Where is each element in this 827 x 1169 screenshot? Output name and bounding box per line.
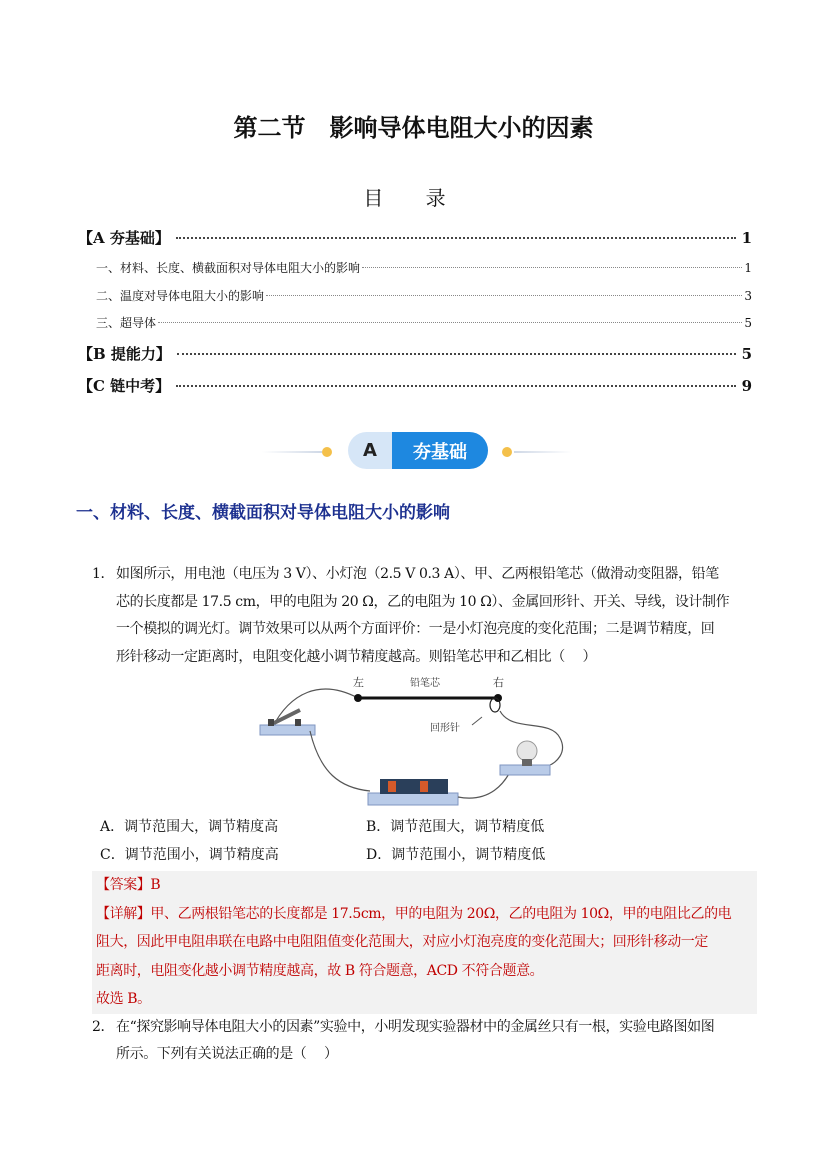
question-line: 如图所示，用电池（电压为 3 V）、小灯泡（2.5 V 0.3 A）、甲、乙两根铅笔芯（做滑动变阻器，铅笔 xyxy=(116,566,719,582)
question-number: 2． xyxy=(92,1018,115,1035)
answer-box xyxy=(92,871,757,1014)
wire xyxy=(310,731,370,791)
banner-line-left xyxy=(262,451,322,453)
circuit-figure xyxy=(250,673,570,813)
battery-base xyxy=(368,793,458,805)
toc-page: 5 xyxy=(741,345,752,363)
label-clip: 回形针 xyxy=(430,723,460,734)
switch-terminal xyxy=(268,719,274,726)
light-bulb-icon xyxy=(517,741,537,761)
option-c[interactable]: C．调节范围小，调节精度高 xyxy=(100,847,279,863)
toc-heading: 目 录 xyxy=(363,186,464,210)
toc-page: 5 xyxy=(744,316,752,330)
toc-entry[interactable] xyxy=(96,314,752,331)
section-heading: 一、材料、长度、横截面积对导体电阻大小的影响 xyxy=(76,503,450,523)
question-1 xyxy=(92,561,757,671)
label-pencil: 铅笔芯 xyxy=(410,678,440,689)
toc-entry[interactable] xyxy=(96,287,752,304)
options-grid xyxy=(92,813,757,869)
switch-terminal xyxy=(295,719,301,726)
toc-leader xyxy=(158,322,742,323)
question-line: 所示。下列有关说法正确的是（ ） xyxy=(116,1046,338,1062)
content-flow xyxy=(92,561,757,1069)
banner-dot-left xyxy=(322,447,332,457)
toc-page: 3 xyxy=(744,289,752,303)
section-banner xyxy=(262,430,572,470)
toc-entry[interactable] xyxy=(96,259,752,276)
toc-label: 【C 链中考】 xyxy=(78,377,171,395)
detail-line: 阻大，因此甲电阻串联在电路中电阻阻值变化范围大，对应小灯泡亮度的变化范围大；回形针移动一定 xyxy=(96,934,708,950)
toc-page: 1 xyxy=(744,261,752,275)
question-2 xyxy=(92,1014,757,1069)
toc-leader xyxy=(362,267,742,268)
toc-entry[interactable] xyxy=(78,227,752,248)
terminal-left xyxy=(354,694,362,702)
battery-cell xyxy=(388,781,396,792)
battery-cell xyxy=(420,781,428,792)
detail-line: 距离时，电阻变化越小调节精度越高，故 B 符合题意，ACD 不符合题意。 xyxy=(96,962,544,979)
toc-page: 1 xyxy=(741,229,752,247)
switch-base xyxy=(260,725,315,735)
answer-line: 【答案】B xyxy=(96,877,161,893)
toc-entry[interactable] xyxy=(78,343,752,364)
detail-line: 【详解】甲、乙两根铅笔芯的长度都是 17.5cm，甲的电阻为 20Ω，乙的电阻为 10Ω，甲的电阻比乙的电 xyxy=(96,905,732,922)
toc-label: 一、材料、长度、横截面积对导体电阻大小的影响 xyxy=(96,261,361,275)
option-a[interactable]: A．调节范围大，调节精度高 xyxy=(100,819,279,835)
toc-leader xyxy=(176,385,735,387)
page-title: 第二节 影响导体电阻大小的因素 xyxy=(233,114,594,142)
question-line: 一个模拟的调光灯。调节效果可以从两个方面评价：一是小灯泡亮度的变化范围；二是调节精度，回 xyxy=(116,621,715,637)
banner-label: 夯基础 xyxy=(392,432,488,469)
toc-label: 三、超导体 xyxy=(96,316,157,330)
toc-label: 【B 提能力】 xyxy=(78,345,171,363)
option-b[interactable]: B．调节范围大，调节精度低 xyxy=(366,819,545,835)
toc-leader xyxy=(177,353,736,355)
banner-dot-right xyxy=(502,447,512,457)
wire xyxy=(272,689,358,728)
toc-leader xyxy=(266,295,742,296)
conclusion-line: 故选 B。 xyxy=(96,991,151,1007)
toc-entry[interactable] xyxy=(78,375,752,396)
bulb-base xyxy=(500,765,550,775)
question-number: 1． xyxy=(92,566,115,582)
question-line: 在“探究影响导体电阻大小的因素”实验中，小明发现实验器材中的金属丝只有一根，实验电路图如图 xyxy=(116,1018,715,1035)
banner-line-right xyxy=(514,451,572,453)
toc-label: 【A 夯基础】 xyxy=(78,229,170,247)
label-right: 右 xyxy=(493,676,504,689)
question-line: 形针移动一定距离时，电阻变化越小调节精度越高。则铅笔芯甲和乙相比（ ） xyxy=(116,648,597,665)
clip-pointer xyxy=(472,717,482,725)
question-line: 芯的长度都是 17.5 cm，甲的电阻为 20 Ω，乙的电阻为 10 Ω）、金属回形针、开关、导线，设计制作 xyxy=(116,593,730,610)
toc-label: 二、温度对导体电阻大小的影响 xyxy=(96,289,265,303)
toc-leader xyxy=(176,237,736,239)
banner-pill xyxy=(348,432,488,469)
banner-letter: A xyxy=(348,432,392,469)
answer-block xyxy=(96,871,753,1014)
bulb-socket xyxy=(522,759,532,766)
toc-page: 9 xyxy=(741,377,752,395)
option-d[interactable]: D．调节范围小，调节精度低 xyxy=(366,847,546,863)
label-left: 左 xyxy=(353,676,364,689)
